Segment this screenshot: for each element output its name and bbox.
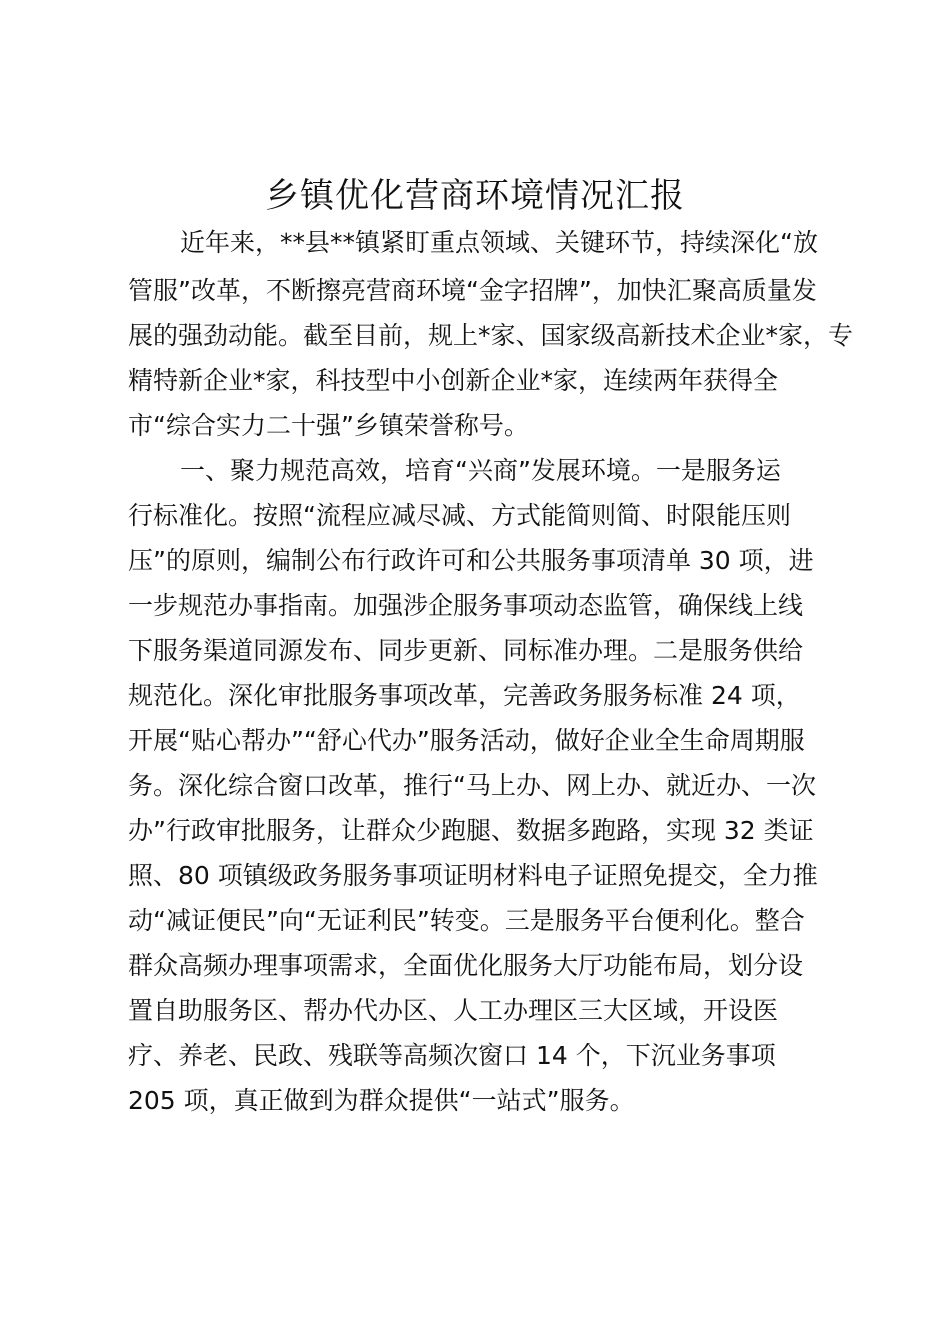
paragraph-1-line-4: 精特新企业*家，科技型中小创新企业*家，连续两年获得全 [128, 366, 779, 395]
document-title: 乡镇优化营商环境情况汇报 [265, 176, 685, 216]
paragraph-2-line-9: 办”行政审批服务，让群众少跑腿、数据多跑路，实现 32 类证 [128, 816, 814, 845]
paragraph-2-line-14: 疗、养老、民政、残联等高频次窗口 14 个，下沉业务事项 [128, 1041, 776, 1070]
paragraph-1-line-3: 展的强劲动能。截至目前，规上*家、国家级高新技术企业*家，专 [128, 321, 854, 350]
paragraph-1-line-1: 近年来，**县**镇紧盯重点领域、关键环节，持续深化“放 [180, 228, 818, 257]
paragraph-2-line-15: 205 项，真正做到为群众提供“一站式”服务。 [128, 1086, 635, 1115]
paragraph-2-line-2: 行标准化。按照“流程应减尽减、方式能简则简、时限能压则 [128, 501, 791, 530]
paragraph-2-line-1: 一、聚力规范高效，培育“兴商”发展环境。一是服务运 [180, 456, 781, 485]
paragraph-2-line-4: 一步规范办事指南。加强涉企服务事项动态监管，确保线上线 [128, 591, 804, 620]
paragraph-2-line-8: 务。深化综合窗口改革，推行“马上办、网上办、就近办、一次 [128, 771, 816, 800]
paragraph-2-line-6: 规范化。深化审批服务事项改革，完善政务服务标准 24 项， [128, 681, 801, 710]
paragraph-1-line-2: 管服”改革，不断擦亮营商环境“金字招牌”，加快汇聚高质量发 [128, 276, 817, 305]
paragraph-1-line-5: 市“综合实力二十强”乡镇荣誉称号。 [128, 411, 529, 440]
paragraph-2-line-13: 置自助服务区、帮办代办区、人工办理区三大区域，开设医 [128, 996, 779, 1025]
paragraph-2-line-7: 开展“贴心帮办”“舒心代办”服务活动，做好企业全生命周期服 [128, 726, 805, 755]
paragraph-2-line-5: 下服务渠道同源发布、同步更新、同标准办理。二是服务供给 [128, 636, 804, 665]
paragraph-2-line-12: 群众高频办理事项需求，全面优化服务大厅功能布局，划分设 [128, 951, 804, 980]
paragraph-2-line-3: 压”的原则，编制公布行政许可和公共服务事项清单 30 项，进 [128, 546, 814, 575]
paragraph-2-line-11: 动“减证便民”向“无证利民”转变。三是服务平台便利化。整合 [128, 906, 805, 935]
paragraph-2-line-10: 照、80 项镇级政务服务事项证明材料电子证照免提交，全力推 [128, 861, 818, 890]
